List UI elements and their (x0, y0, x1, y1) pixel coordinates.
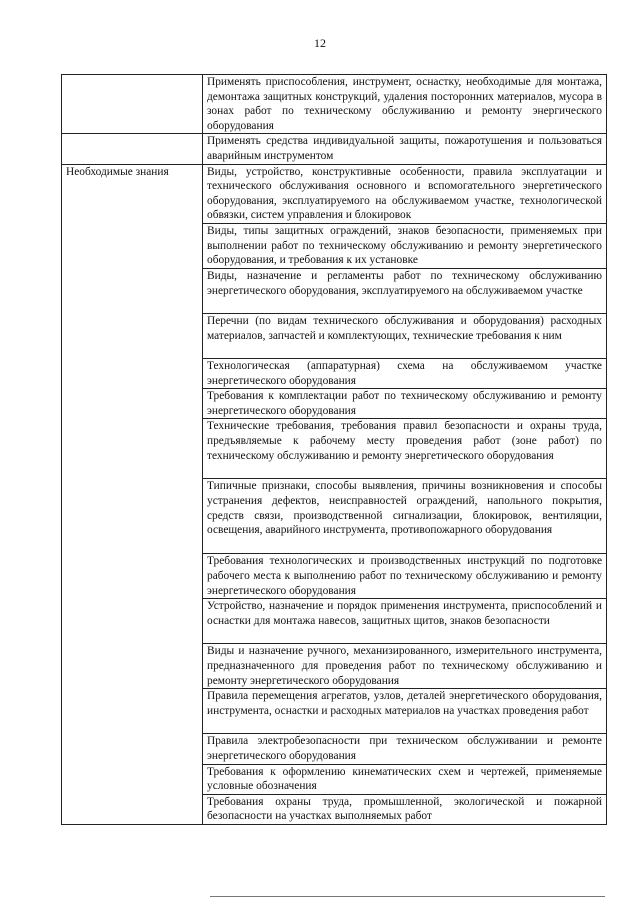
empty-label-cell (62, 134, 203, 164)
table-cell: Типичные признаки, способы выявления, причины возникновения и способы устранения дефектов, неисправностей ограждений, напольного покрытия, средств связи, производственной сигнализации, блокировок, вентиляции, освещения, аварийного инструмента, противопожарного оборудования (203, 479, 607, 554)
competency-table (61, 74, 607, 825)
table-cell: Виды, устройство, конструктивные особенности, правила эксплуатации и технического обслуживания основного и вспомогательного энергетического оборудования, эксплуатируемого на обслуживаемом участке, технологической обвязки, систем управления и блокировок (203, 164, 607, 223)
scan-edge-line (210, 896, 605, 897)
section-label: Необходимые знания (62, 164, 203, 824)
table-cell: Требования к комплектации работ по техническому обслуживанию и ремонту энергетического оборудования (203, 389, 607, 419)
table-cell: Применять приспособления, инструмент, оснастку, необходимые для монтажа, демонтажа защитных конструкций, удаления посторонних материалов, мусора в зонах работ по техническому обслуживанию и ремонту энергического оборудования (203, 75, 607, 134)
table-cell: Виды, назначение и регламенты работ по техническому обслуживанию энергетического оборудования, эксплуатируемого на обслуживаемом участке (203, 268, 607, 313)
table-cell: Требования охраны труда, промышленной, экологической и пожарной безопасности на участках выполняемых работ (203, 794, 607, 824)
table-cell: Устройство, назначение и порядок применения инструмента, приспособлений и оснастки для монтажа навесов, защитных щитов, знаков безопасности (203, 599, 607, 644)
table-cell: Виды и назначение ручного, механизированного, измерительного инструмента, предназначенного для проведения работ по техническому обслуживанию и ремонту энергетического оборудования (203, 644, 607, 689)
table-cell: Правила перемещения агрегатов, узлов, деталей энергетического оборудования, инструмента, оснастки и расходных материалов на участках проведения работ (203, 689, 607, 734)
empty-label-cell (62, 75, 203, 134)
table-cell: Виды, типы защитных ограждений, знаков безопасности, применяемых при выполнении работ по техническому обслуживанию и ремонту энергетического оборудования, и требования к их установке (203, 223, 607, 268)
table-cell: Применять средства индивидуальной защиты, пожаротушения и пользоваться аварийным инструментом (203, 134, 607, 164)
table-row (62, 164, 607, 223)
table-cell: Требования к оформлению кинематических схем и чертежей, применяемые условные обозначения (203, 764, 607, 794)
table-cell: Правила электробезопасности при техническом обслуживании и ремонте энергетического оборудования (203, 734, 607, 764)
table-row (62, 75, 607, 134)
table-cell: Технические требования, требования правил безопасности и охраны труда, предъявляемые к рабочему месту проведения работ (зоне работ) по техническому обслуживанию и ремонту энергетического оборудования (203, 419, 607, 479)
table-cell: Требования технологических и производственных инструкций по подготовке рабочего места к выполнению работ по техническому обслуживанию и ремонту энергетического оборудования (203, 554, 607, 599)
table-cell: Технологическая (аппаратурная) схема на обслуживаемом участке энергетического оборудования (203, 358, 607, 388)
table-cell: Перечни (по видам технического обслуживания и оборудования) расходных материалов, запчастей и комплектующих, технические требования к ним (203, 313, 607, 358)
table-row (62, 134, 607, 164)
page-number: 12 (314, 36, 326, 50)
